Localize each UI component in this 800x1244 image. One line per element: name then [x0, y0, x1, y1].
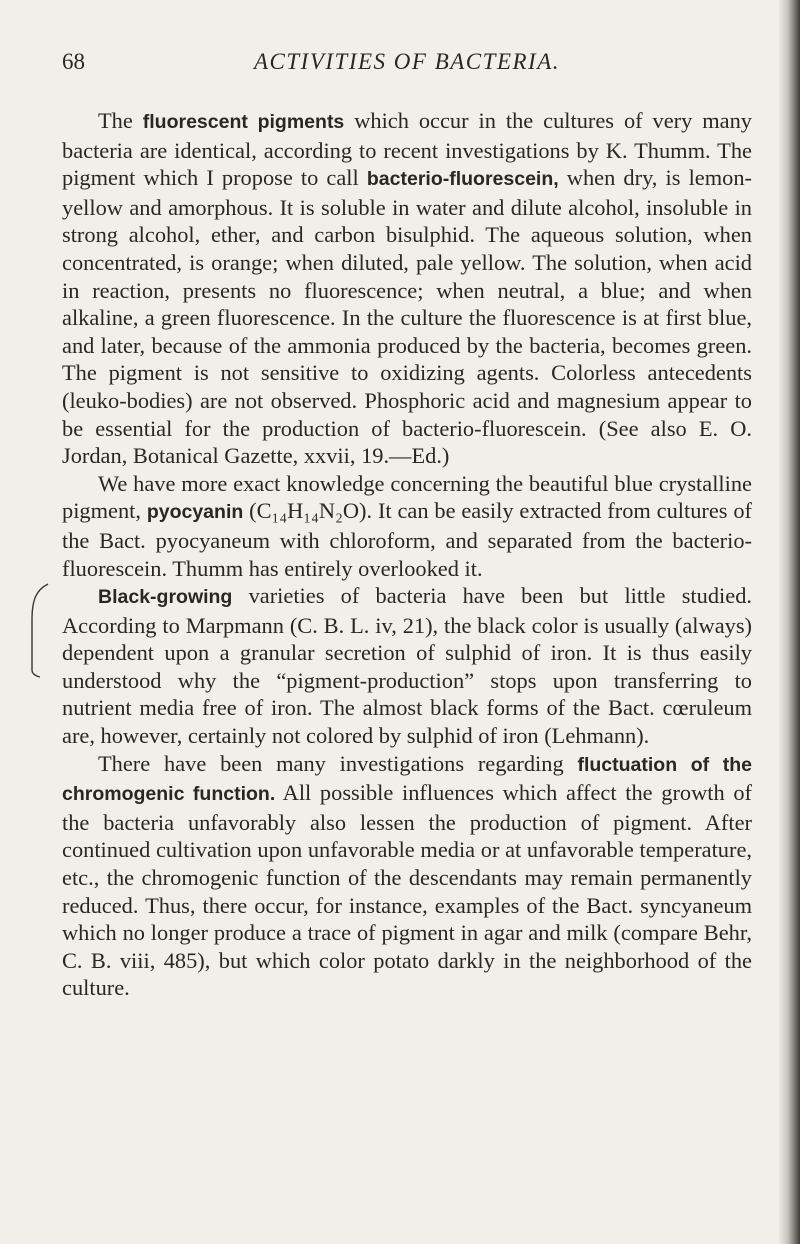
bold-term-fluorescent-pigments: fluorescent pigments [142, 111, 345, 133]
bold-term-black-growing: Black-growing [98, 586, 233, 609]
page-header [62, 47, 752, 77]
bold-term-fluctuation: fluctuation of the chromogenic function. [62, 753, 752, 806]
paragraph-pyocyanin: We have more exact knowledge concerning the beautiful blue crystalline pigment, pyocyanin (C₁₄H₁₄N₂O). It can be easily extracted from cultures of the Bact. pyocyaneum with chloroform, and separated from the bacterio-fluorescein. Thumm has entirely overlooked it. [62, 470, 753, 581]
running-title: ACTIVITIES OF BACTERIA. [254, 49, 560, 74]
paragraph-black-growing: Black-growing varieties of bacteria have been but little studied. According to Marpmann (C. B. L. iv, 21), the black color is usually (always) dependent upon a granular secretion of sulphid of iron. It is thus easily understood why the “pigment-production” stops upon transferring to nutrient media free of iron. The almost black forms of the Bact. cœruleum are, however, certainly not colored by sulphid of iron (Lehmann). [62, 583, 752, 749]
bold-term-bacterio-fluorescein: bacterio-fluorescein, [366, 168, 559, 191]
page-edge-shadow [778, 0, 800, 1244]
paragraph-fluctuation: There have been many investigations regarding fluctuation of the chromogenic function. All possible influences which affect the growth of the bacteria unfavorably also lessen the production of pigment. After continued cultivation upon unfavorable media or at unfavorable temperature, etc., the chromogenic function of the descendants may remain permanently reduced. Thus, there occur, for instance, examples of the Bact. syncyaneum which no longer produce a trace of pigment in agar and milk (compare Behr, C. B. viii, 485), but which color potato darkly in the neighborhood of the culture. [62, 750, 752, 1001]
page-number: 68 [62, 49, 85, 74]
margin-pencil-mark [26, 580, 52, 680]
chemical-formula: (C₁₄H₁₄N₂O). [243, 498, 373, 524]
bold-term-pyocyanin: pyocyanin [146, 501, 244, 524]
paragraph-fluorescent-pigments: The fluorescent pigments which occur in the cultures of very many bacteria are identical, according to recent investigations by K. Thumm. The pigment which I propose to call bacterio-fluorescein, when dry, is lemon-yellow and amorphous. It is soluble in water and dilute alcohol, insoluble in strong alcohol, ether, and carbon bisulphid. The aqueous solution, when concentrated, is orange; when diluted, pale yellow. The solution, when acid in reaction, presents no fluorescence; when neutral, a blue; and when alkaline, a green fluorescence. In the culture the fluorescence is at first blue, and later, because of the ammonia produced by the bacteria, becomes green. The pigment is not sensitive to oxidizing agents. Colorless antecedents (leuko-bodies) are not observed. Phosphoric acid and magnesium appear to be essential for the production of bacterio-fluorescein. (See also E. O. Jordan, Botanical Gazette, xxvii, 19.—Ed.) [62, 108, 752, 469]
body-text [62, 107, 752, 1002]
